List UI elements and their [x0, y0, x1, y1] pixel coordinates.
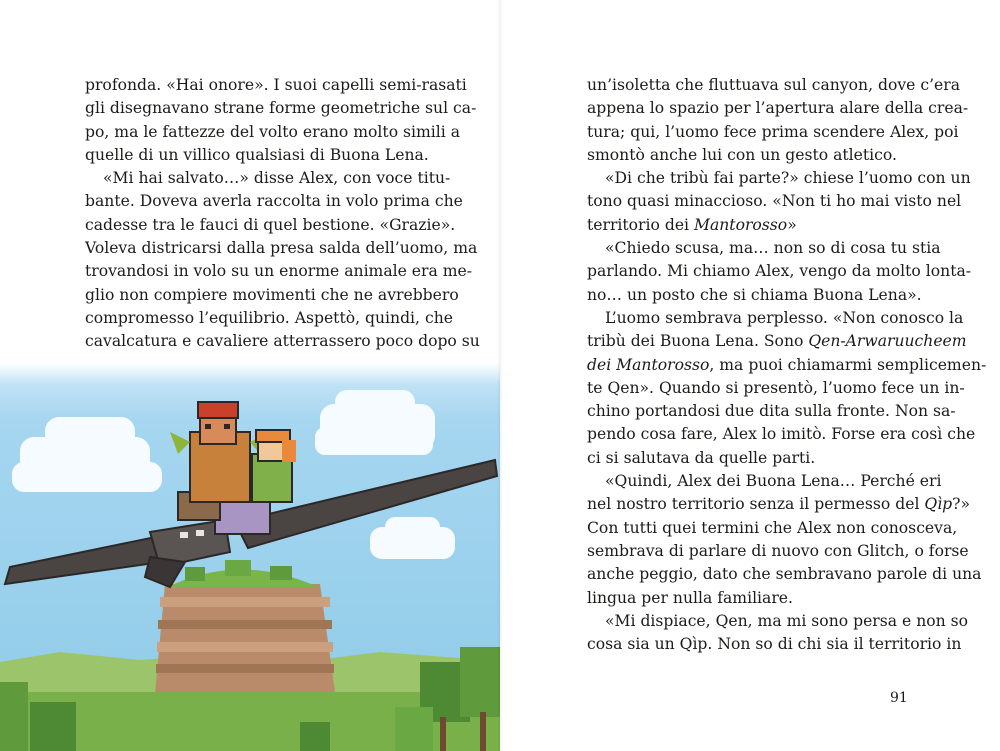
text-line — [587, 493, 971, 516]
text-line — [587, 167, 971, 190]
text-line — [85, 74, 467, 97]
italic-term: dei Mantorosso — [587, 355, 710, 374]
text-run: «Di che tribù fai parte?» chiese l’uomo con un — [605, 169, 971, 188]
text-run: no… un posto che si chiama Buona Lena». — [587, 285, 922, 304]
text-run: trovandosi in volo su un enorme animale era me- — [85, 262, 473, 281]
text-run: «Chiedo scusa, ma… non so di cosa tu stia — [605, 239, 941, 258]
text-line — [85, 190, 463, 213]
text-line — [587, 377, 965, 400]
text-run: Voleva districarsi dalla presa salda dell’uomo, ma — [85, 239, 478, 258]
text-run: tura; qui, l’uomo fece prima scendere Alex, poi — [587, 122, 959, 141]
text-run: sembrava di parlare di nuovo con Glitch, o forse — [587, 541, 969, 560]
text-run: » — [787, 215, 797, 234]
text-line — [587, 540, 969, 563]
text-run: territorio dei — [587, 215, 694, 234]
text-run: nel nostro territorio senza il permesso del — [587, 495, 925, 514]
illustration-flying-creature — [0, 362, 500, 751]
text-run: compromesso l’equilibrio. Aspettò, quindi, che — [85, 308, 453, 327]
text-run: ci si salutava da quelle parti. — [587, 448, 816, 467]
text-line — [587, 214, 915, 237]
text-run: tribù dei Buona Lena. Sono — [587, 332, 809, 351]
text-line — [85, 330, 480, 353]
left-page-text — [85, 74, 480, 354]
text-run: Con tutti quei termini che Alex non conosceva, — [587, 518, 958, 537]
text-run: un’isoletta che fluttuava sul canyon, dove c’era — [587, 76, 961, 94]
right-page-text — [587, 74, 987, 656]
text-run: appena lo spazio per l’apertura alare della crea- — [587, 99, 969, 118]
text-run: cadesse tra le fauci di quel bestione. «Grazie». — [85, 215, 456, 234]
text-line — [85, 260, 473, 283]
text-line — [587, 190, 962, 213]
text-run: lingua per nulla familiare. — [587, 588, 793, 607]
rider-alex — [252, 430, 296, 502]
page-number: 91 — [890, 690, 908, 706]
text-line — [587, 307, 964, 330]
text-line — [587, 260, 972, 283]
text-run: , ma puoi chiamarmi semplicemen- — [709, 355, 987, 374]
text-run: quelle di un villico qualsiasi di Buona Lena. — [85, 145, 429, 164]
text-line — [587, 121, 959, 144]
italic-term: Qen-Arwaruucheem — [808, 332, 967, 351]
italic-term: Mantorosso — [694, 215, 788, 234]
illustration-svg — [0, 362, 500, 751]
text-run: chino portandosi due dita sulla fronte. Non sa- — [587, 402, 956, 421]
text-line — [587, 74, 961, 97]
text-line — [587, 587, 915, 610]
text-run: «Mi hai salvato…» disse Alex, con voce titu- — [103, 169, 451, 188]
text-run: anche peggio, dato che sembravano parole di una — [587, 565, 982, 584]
text-run: gli disegnavano strane forme geometriche sul ca- — [85, 99, 477, 118]
text-run: parlando. Mi chiamo Alex, vengo da molto lonta- — [587, 262, 972, 281]
text-line — [587, 447, 915, 470]
text-run: cavalcatura e cavaliere atterrassero poco dopo su — [85, 332, 480, 351]
text-line — [85, 214, 456, 237]
text-line — [587, 237, 941, 260]
text-run: profonda. «Hai onore». I suoi capelli semi-rasati — [85, 76, 467, 94]
text-run: po, ma le fattezze del volto erano molto simili a — [85, 122, 461, 141]
text-run: L’uomo sembrava perplesso. «Non conosco la — [605, 308, 964, 327]
text-line — [85, 97, 477, 120]
text-line — [587, 563, 982, 586]
text-line — [587, 400, 956, 423]
text-run: glio non compiere movimenti che ne avrebbero — [85, 285, 459, 304]
text-line — [587, 633, 962, 656]
text-line — [85, 121, 461, 144]
text-line — [587, 354, 987, 377]
text-line — [587, 517, 958, 540]
text-run: te Qen». Quando si presentò, l’uomo fece un in- — [587, 378, 965, 397]
text-line — [587, 610, 969, 633]
text-run: «Mi dispiace, Qen, ma mi sono persa e non so — [605, 611, 969, 630]
text-run: pendo cosa fare, Alex lo imitò. Forse era così che — [587, 425, 976, 444]
text-line — [587, 423, 976, 446]
italic-term: Qìp — [924, 495, 953, 514]
text-line — [85, 167, 451, 190]
text-run: smontò anche lui con un gesto atletico. — [587, 145, 897, 164]
text-run: cosa sia un Qìp. Non so di chi sia il territorio in — [587, 635, 962, 654]
text-line — [587, 470, 942, 493]
text-line — [587, 284, 922, 307]
text-line — [587, 97, 969, 120]
text-run: ?» — [952, 495, 971, 514]
text-line — [587, 144, 915, 167]
text-line — [587, 330, 967, 353]
text-run: bante. Doveva averla raccolta in volo prima che — [85, 192, 463, 211]
text-run: «Quindi, Alex dei Buona Lena… Perché eri — [605, 472, 942, 491]
text-line — [85, 144, 429, 167]
text-line — [85, 237, 478, 260]
text-line — [85, 307, 453, 330]
text-run: tono quasi minaccioso. «Non ti ho mai visto nel — [587, 192, 962, 211]
text-line — [85, 284, 459, 307]
